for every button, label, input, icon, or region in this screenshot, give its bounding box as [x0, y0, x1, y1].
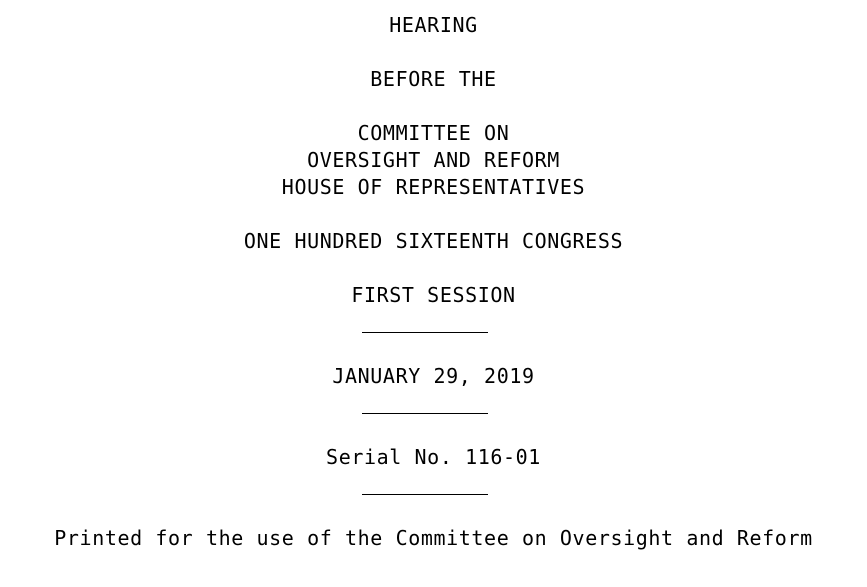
hearing-date: JANUARY 29, 2019 — [332, 364, 535, 388]
committee-name-line-2: OVERSIGHT AND REFORM — [307, 148, 560, 172]
printed-for-note: Printed for the use of the Committee on Oversight and Reform — [54, 526, 813, 550]
hearing-heading: HEARING — [389, 13, 478, 37]
separator-rule-1 — [362, 332, 488, 333]
session-line: FIRST SESSION — [351, 283, 516, 307]
committee-name-line-3: HOUSE OF REPRESENTATIVES — [281, 175, 586, 199]
committee-name-line-1: COMMITTEE ON — [357, 121, 510, 145]
separator-rule-3 — [362, 494, 488, 495]
congress-line: ONE HUNDRED SIXTEENTH CONGRESS — [243, 229, 624, 253]
separator-rule-2 — [362, 413, 488, 414]
before-the-line: BEFORE THE — [370, 67, 497, 91]
serial-number: Serial No. 116-01 — [326, 445, 541, 469]
